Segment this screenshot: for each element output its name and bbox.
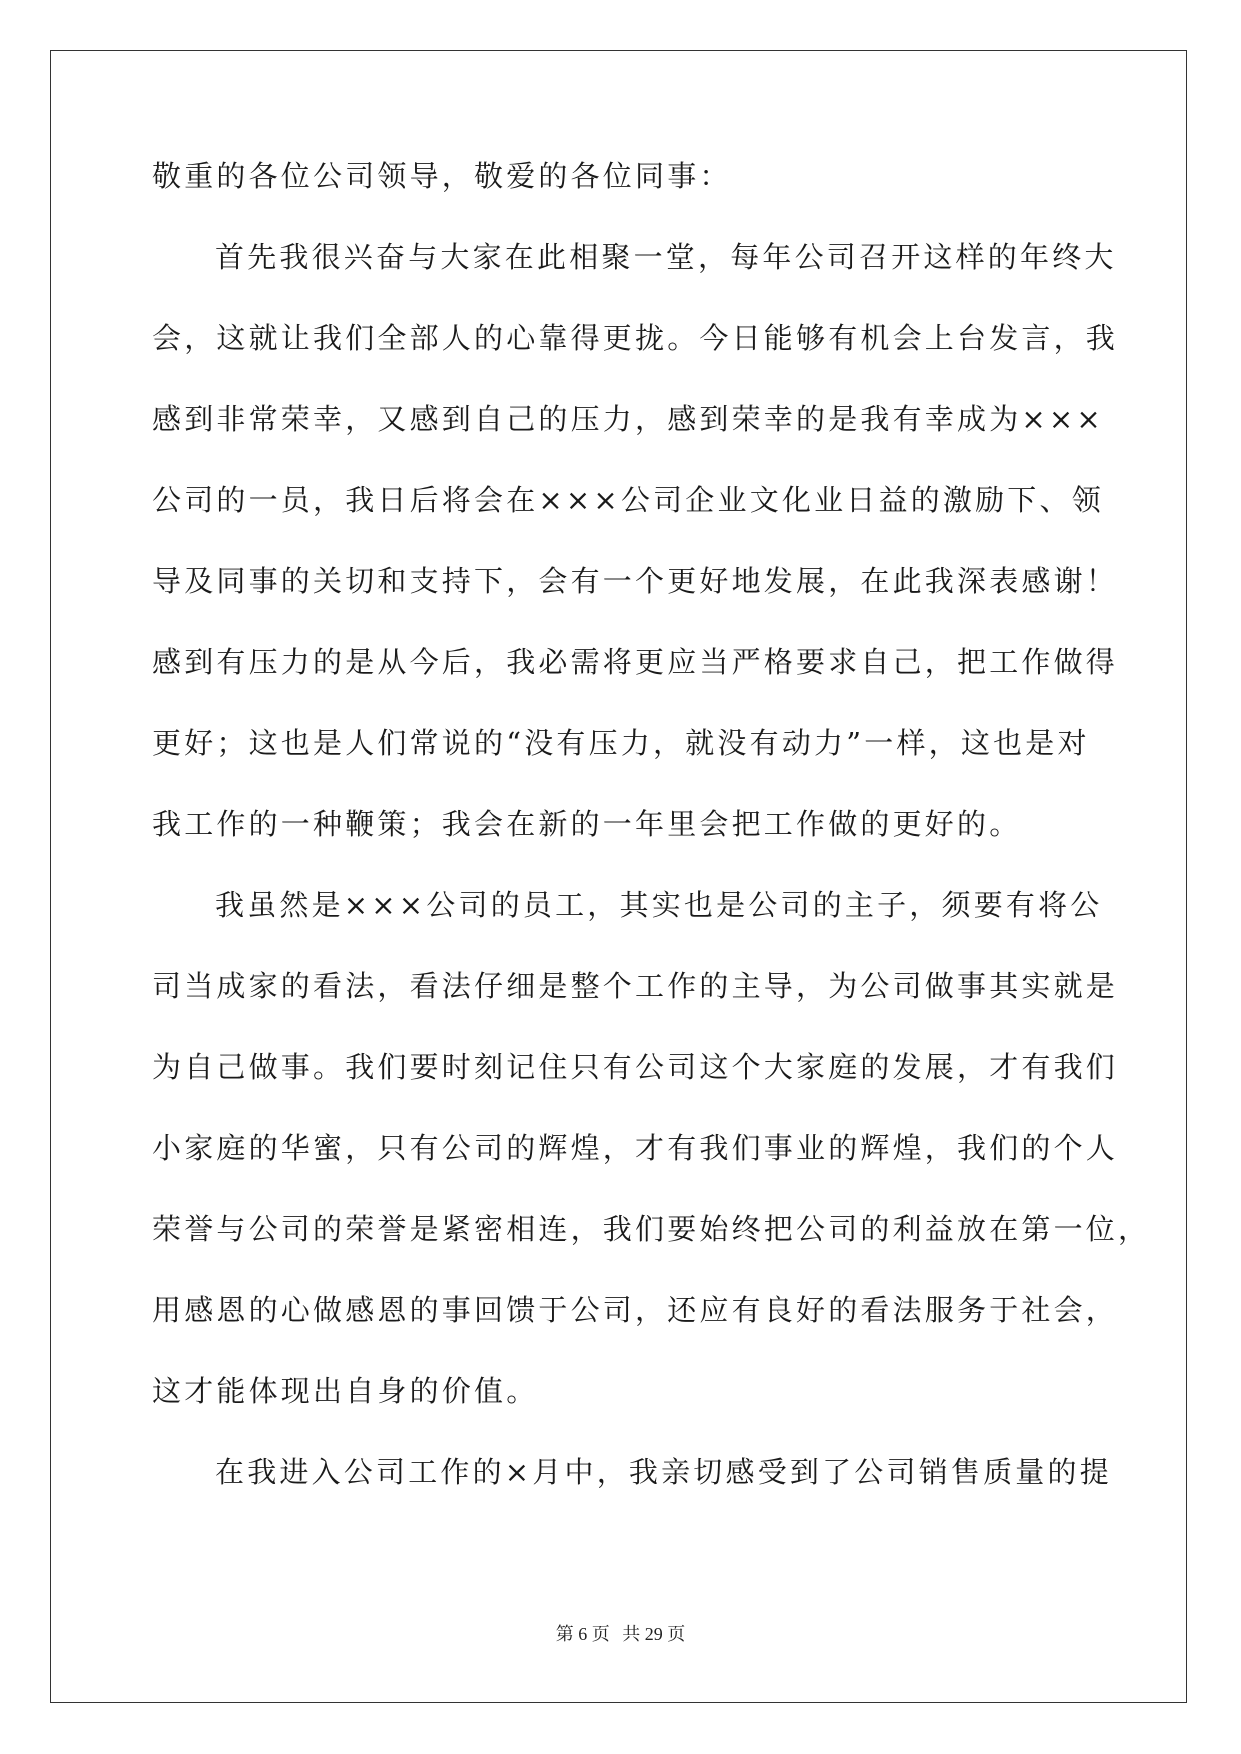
salutation-line: 敬重的各位公司领导，敬爱的各位同事： xyxy=(152,159,732,193)
document-body xyxy=(152,156,1151,1533)
paragraph-line: 这才能体现出自身的价值。 xyxy=(152,1374,539,1408)
paragraph-line: 用感恩的心做感恩的事回馈于公司，还应有良好的看法服务于社会， xyxy=(152,1293,1119,1327)
paragraph-line: 我虽然是×××公司的员工，其实也是公司的主子，须要有将公 xyxy=(215,888,1103,922)
paragraph-line: 我工作的一种鞭策；我会在新的一年里会把工作做的更好的。 xyxy=(152,807,1022,841)
paragraph-line: 荣誉与公司的荣誉是紧密相连，我们要始终把公司的利益放在第一位， xyxy=(152,1212,1151,1246)
paragraph-line: 在我进入公司工作的×月中，我亲切感受到了公司销售质量的提 xyxy=(215,1455,1112,1489)
paragraph-line: 导及同事的关切和支持下，会有一个更好地发展，在此我深表感谢！ xyxy=(152,564,1119,598)
paragraph-line: 更好；这也是人们常说的“没有压力，就没有动力”一样，这也是对 xyxy=(152,726,1090,760)
page-number: 第 6 页 xyxy=(555,1624,610,1644)
paragraph-line: 公司的一员，我日后将会在×××公司企业文化业日益的激励下、领 xyxy=(152,483,1104,517)
paragraph-line: 感到非常荣幸，又感到自己的压力，感到荣幸的是我有幸成为××× xyxy=(152,402,1104,436)
paragraph-line: 司当成家的看法，看法仔细是整个工作的主导，为公司做事其实就是 xyxy=(152,969,1119,1003)
paragraph-line: 首先我很兴奋与大家在此相聚一堂，每年公司召开这样的年终大 xyxy=(215,240,1117,274)
paragraph-line: 感到有压力的是从今后，我必需将更应当严格要求自己，把工作做得 xyxy=(152,645,1119,679)
paragraph-line: 为自己做事。我们要时刻记住只有公司这个大家庭的发展，才有我们 xyxy=(152,1050,1119,1084)
total-pages: 共 29 页 xyxy=(622,1624,686,1644)
page-footer xyxy=(0,1620,1241,1646)
paragraph-line: 会，这就让我们全部人的心靠得更拢。今日能够有机会上台发言，我 xyxy=(152,321,1119,355)
paragraph-line: 小家庭的华蜜，只有公司的辉煌，才有我们事业的辉煌，我们的个人 xyxy=(152,1131,1119,1165)
